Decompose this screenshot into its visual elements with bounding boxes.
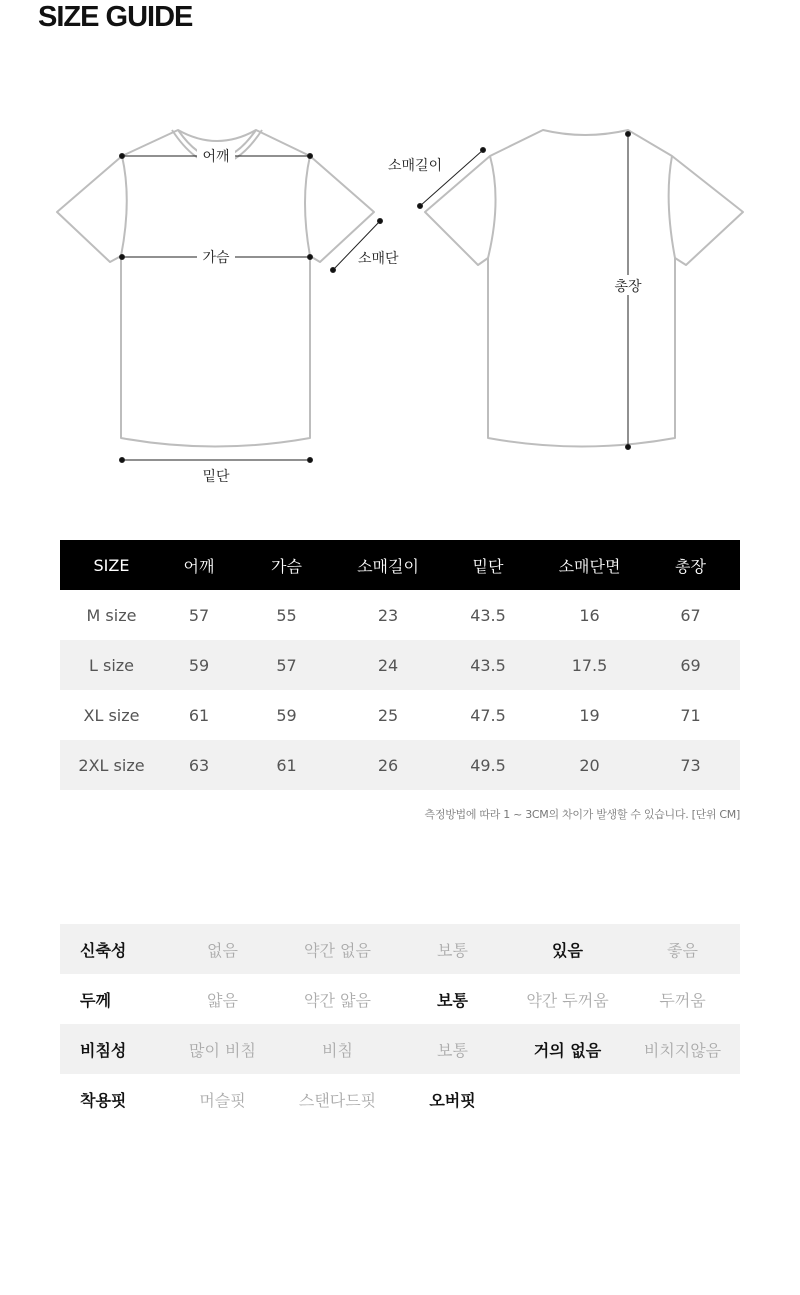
table-cell: 61 [235, 740, 338, 790]
attr-option [510, 1074, 625, 1124]
attr-option: 약간 없음 [280, 924, 395, 974]
label-sleeve-length: 소매길이 [388, 158, 443, 174]
table-cell: 73 [641, 740, 740, 790]
attr-option: 머슬핏 [199, 1090, 246, 1110]
attr-option-selected: 있음 [510, 924, 625, 974]
col-size: SIZE [60, 540, 163, 590]
label-total-length: 총장 [614, 279, 642, 295]
table-cell: M size [86, 605, 137, 625]
page-title: SIZE GUIDE [38, 1, 193, 33]
label-hem: 밑단 [202, 469, 230, 485]
tshirt-diagram [0, 100, 800, 500]
attribute-table [60, 924, 740, 1124]
attr-row-elasticity [60, 924, 740, 974]
col-sleeve-length: 소매길이 [338, 540, 438, 590]
table-cell: 43.5 [470, 605, 506, 625]
table-cell: 63 [163, 740, 235, 790]
attr-label: 착용핏 [80, 1090, 127, 1110]
table-cell: 25 [377, 705, 399, 725]
table-cell: 67 [680, 605, 701, 625]
attr-option: 비치지않음 [625, 1024, 740, 1074]
attr-option: 보통 [395, 924, 510, 974]
col-total-length: 총장 [641, 540, 740, 590]
attr-option: 약간 두꺼움 [526, 990, 609, 1010]
size-table-header [60, 540, 740, 590]
table-cell: 69 [641, 640, 740, 690]
back-measure-lines [418, 132, 631, 450]
attr-option: 보통 [395, 1024, 510, 1074]
attr-label: 비침성 [60, 1024, 165, 1074]
table-cell: 59 [276, 705, 297, 725]
attr-option-selected: 오버핏 [429, 1090, 476, 1110]
attr-option: 스탠다드핏 [298, 1090, 377, 1110]
table-row [60, 740, 740, 790]
measurement-note: 측정방법에 따라 1 ~ 3CM의 차이가 발생할 수 있습니다. [단위 CM] [424, 808, 740, 821]
table-cell: 55 [276, 605, 297, 625]
attr-option [625, 1074, 740, 1124]
attr-option: 두꺼움 [659, 990, 706, 1010]
table-cell: 57 [188, 605, 210, 625]
attr-option: 좋음 [625, 924, 740, 974]
attr-label: 두께 [80, 990, 111, 1010]
table-cell: 2XL size [60, 740, 163, 790]
label-sleeve-opening: 소매단 [358, 251, 399, 267]
table-cell: 49.5 [438, 740, 538, 790]
table-cell: 26 [338, 740, 438, 790]
attr-option-selected: 거의 없음 [510, 1024, 625, 1074]
table-row [60, 640, 740, 690]
table-cell: XL size [83, 705, 140, 725]
back-tshirt-outline [425, 130, 743, 447]
front-tshirt-outline [57, 130, 374, 447]
attr-row-thickness [60, 974, 740, 1024]
attr-option-selected: 보통 [437, 990, 468, 1010]
table-cell: 71 [680, 705, 701, 725]
table-row [60, 590, 740, 640]
table-cell: 20 [538, 740, 641, 790]
table-cell: 61 [188, 705, 210, 725]
attr-option: 얇음 [207, 990, 238, 1010]
col-chest: 가슴 [235, 540, 338, 590]
label-chest: 가슴 [202, 250, 230, 266]
attr-option: 약간 얇음 [304, 990, 371, 1010]
table-cell: 23 [377, 605, 399, 625]
col-shoulder: 어깨 [163, 540, 235, 590]
attr-row-transparency [60, 1024, 740, 1074]
attr-label: 신축성 [60, 924, 165, 974]
table-row [60, 690, 740, 740]
table-cell: 57 [235, 640, 338, 690]
front-measure-lines [120, 154, 383, 463]
table-cell: L size [60, 640, 163, 690]
attr-option: 많이 비침 [165, 1024, 280, 1074]
table-cell: 19 [579, 705, 600, 725]
col-hem: 밑단 [438, 540, 538, 590]
table-cell: 43.5 [438, 640, 538, 690]
table-cell: 59 [163, 640, 235, 690]
attr-row-fit [60, 1074, 740, 1124]
attr-option: 비침 [280, 1024, 395, 1074]
table-cell: 24 [338, 640, 438, 690]
label-shoulder: 어깨 [202, 149, 230, 165]
attr-option: 없음 [165, 924, 280, 974]
col-sleeve-opening: 소매단면 [538, 540, 641, 590]
table-cell: 47.5 [470, 705, 506, 725]
size-table [60, 540, 740, 790]
table-cell: 17.5 [538, 640, 641, 690]
table-cell: 16 [579, 605, 600, 625]
